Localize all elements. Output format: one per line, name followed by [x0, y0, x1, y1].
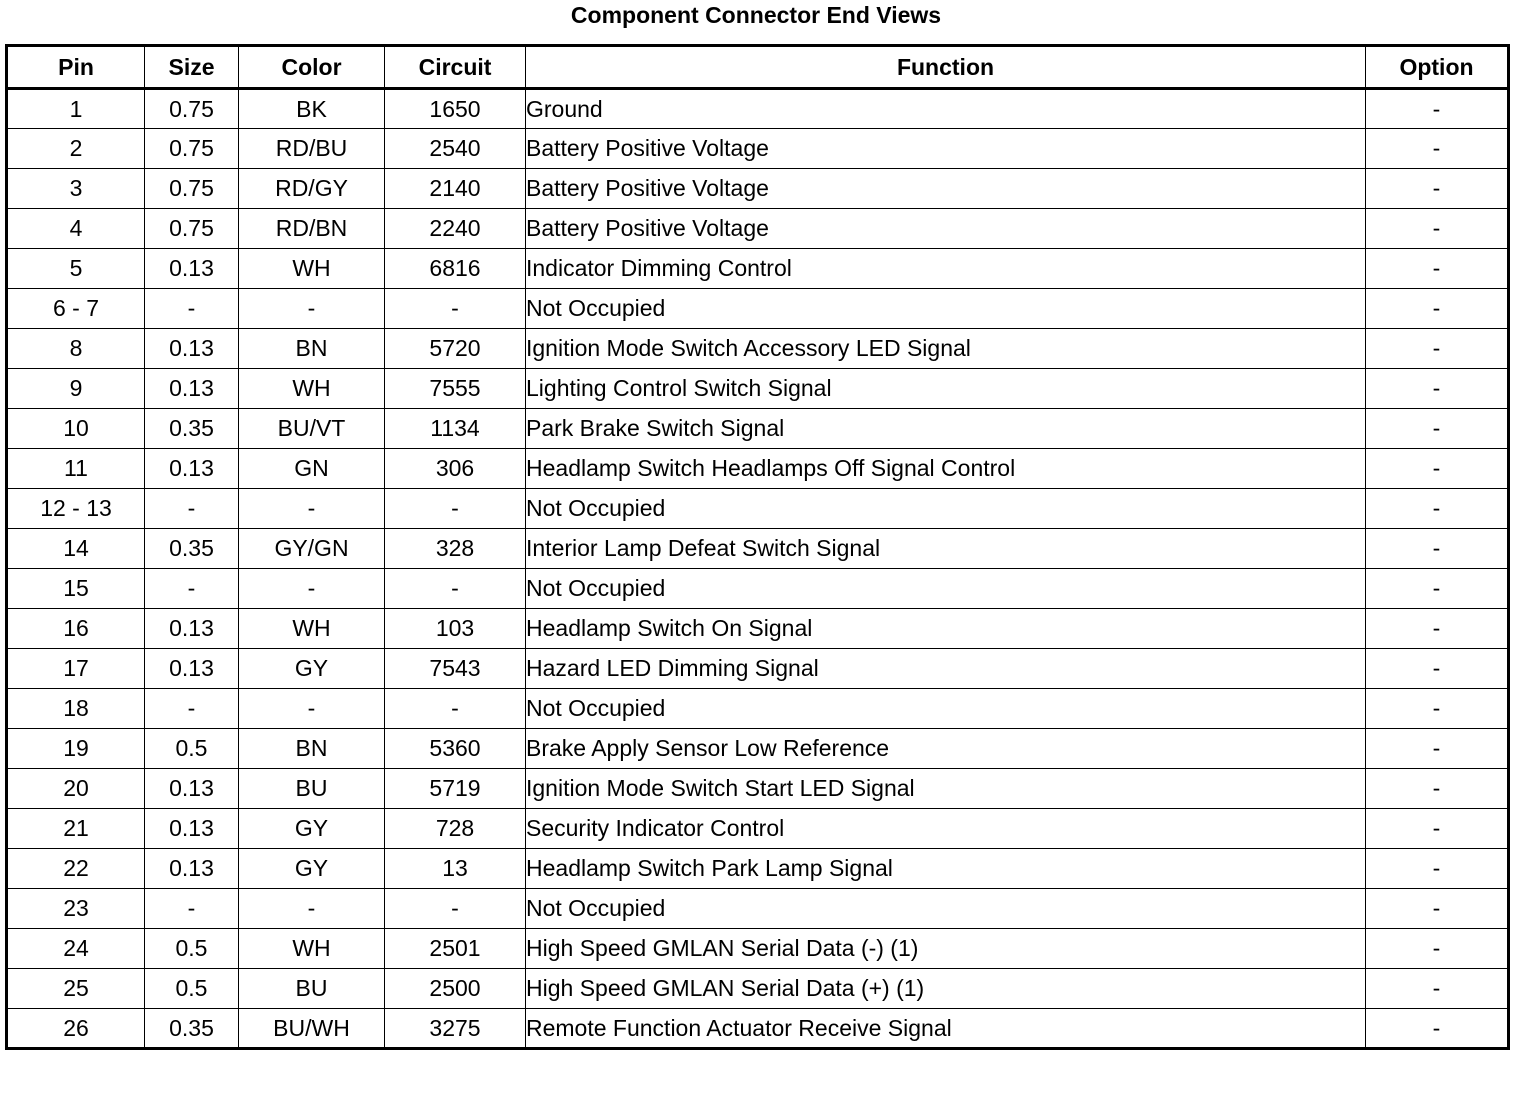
table-header-row — [7, 46, 1509, 89]
cell-function: Ground — [526, 89, 1366, 129]
cell-circuit: 2501 — [385, 929, 526, 969]
cell-size: 0.13 — [145, 849, 239, 889]
cell-color: GY — [239, 649, 385, 689]
cell-color: WH — [239, 369, 385, 409]
table-row — [7, 769, 1509, 809]
cell-size: 0.13 — [145, 329, 239, 369]
header-size: Size — [145, 46, 239, 89]
table-row — [7, 649, 1509, 689]
cell-pin: 16 — [7, 609, 145, 649]
cell-option: - — [1366, 809, 1509, 849]
cell-function: Park Brake Switch Signal — [526, 409, 1366, 449]
cell-color: RD/BU — [239, 129, 385, 169]
cell-circuit: 13 — [385, 849, 526, 889]
table-row — [7, 609, 1509, 649]
cell-option: - — [1366, 609, 1509, 649]
cell-color: - — [239, 489, 385, 529]
cell-circuit: 2240 — [385, 209, 526, 249]
cell-color: GY — [239, 809, 385, 849]
cell-circuit: 5720 — [385, 329, 526, 369]
cell-circuit: 7543 — [385, 649, 526, 689]
cell-color: GY/GN — [239, 529, 385, 569]
cell-color: BN — [239, 729, 385, 769]
table-row — [7, 849, 1509, 889]
cell-color: BN — [239, 329, 385, 369]
cell-color: BK — [239, 89, 385, 129]
cell-circuit: - — [385, 289, 526, 329]
cell-option: - — [1366, 849, 1509, 889]
cell-pin: 24 — [7, 929, 145, 969]
cell-color: BU/VT — [239, 409, 385, 449]
cell-option: - — [1366, 129, 1509, 169]
cell-color: RD/BN — [239, 209, 385, 249]
cell-pin: 15 — [7, 569, 145, 609]
cell-size: 0.13 — [145, 249, 239, 289]
cell-option: - — [1366, 409, 1509, 449]
cell-option: - — [1366, 649, 1509, 689]
cell-circuit: 328 — [385, 529, 526, 569]
cell-pin: 14 — [7, 529, 145, 569]
cell-function: Battery Positive Voltage — [526, 129, 1366, 169]
cell-size: 0.13 — [145, 449, 239, 489]
header-option: Option — [1366, 46, 1509, 89]
table-row — [7, 209, 1509, 249]
cell-color: - — [239, 689, 385, 729]
cell-option: - — [1366, 449, 1509, 489]
cell-color: WH — [239, 929, 385, 969]
cell-color: - — [239, 289, 385, 329]
table-row — [7, 89, 1509, 129]
cell-option: - — [1366, 529, 1509, 569]
cell-option: - — [1366, 249, 1509, 289]
table-row — [7, 529, 1509, 569]
cell-size: 0.75 — [145, 169, 239, 209]
cell-size: - — [145, 569, 239, 609]
cell-pin: 1 — [7, 89, 145, 129]
cell-option: - — [1366, 329, 1509, 369]
cell-option: - — [1366, 1009, 1509, 1049]
cell-circuit: 306 — [385, 449, 526, 489]
table-row — [7, 569, 1509, 609]
cell-option: - — [1366, 689, 1509, 729]
cell-pin: 5 — [7, 249, 145, 289]
table-row — [7, 329, 1509, 369]
cell-option: - — [1366, 89, 1509, 129]
cell-pin: 18 — [7, 689, 145, 729]
table-body — [7, 89, 1509, 1049]
cell-circuit: 728 — [385, 809, 526, 849]
table-row — [7, 129, 1509, 169]
cell-pin: 10 — [7, 409, 145, 449]
cell-option: - — [1366, 569, 1509, 609]
cell-pin: 17 — [7, 649, 145, 689]
cell-size: 0.35 — [145, 1009, 239, 1049]
cell-function: Not Occupied — [526, 689, 1366, 729]
cell-pin: 23 — [7, 889, 145, 929]
cell-circuit: - — [385, 489, 526, 529]
cell-size: - — [145, 689, 239, 729]
cell-circuit: 7555 — [385, 369, 526, 409]
cell-circuit: 2140 — [385, 169, 526, 209]
cell-pin: 25 — [7, 969, 145, 1009]
table-row — [7, 489, 1509, 529]
cell-option: - — [1366, 489, 1509, 529]
cell-color: BU — [239, 769, 385, 809]
table-row — [7, 809, 1509, 849]
cell-size: 0.13 — [145, 769, 239, 809]
cell-size: 0.13 — [145, 609, 239, 649]
cell-color: GY — [239, 849, 385, 889]
cell-pin: 11 — [7, 449, 145, 489]
cell-pin: 6 - 7 — [7, 289, 145, 329]
cell-function: Headlamp Switch Headlamps Off Signal Control — [526, 449, 1366, 489]
cell-pin: 9 — [7, 369, 145, 409]
cell-circuit: 3275 — [385, 1009, 526, 1049]
table-row — [7, 449, 1509, 489]
cell-pin: 22 — [7, 849, 145, 889]
cell-color: - — [239, 889, 385, 929]
cell-option: - — [1366, 929, 1509, 969]
cell-pin: 26 — [7, 1009, 145, 1049]
cell-function: Not Occupied — [526, 889, 1366, 929]
cell-function: Lighting Control Switch Signal — [526, 369, 1366, 409]
cell-pin: 20 — [7, 769, 145, 809]
cell-function: Ignition Mode Switch Start LED Signal — [526, 769, 1366, 809]
cell-size: 0.5 — [145, 929, 239, 969]
table-row — [7, 289, 1509, 329]
cell-color: - — [239, 569, 385, 609]
cell-pin: 8 — [7, 329, 145, 369]
cell-pin: 21 — [7, 809, 145, 849]
cell-option: - — [1366, 969, 1509, 1009]
cell-option: - — [1366, 769, 1509, 809]
cell-function: Security Indicator Control — [526, 809, 1366, 849]
cell-function: Not Occupied — [526, 289, 1366, 329]
cell-size: 0.13 — [145, 649, 239, 689]
cell-pin: 4 — [7, 209, 145, 249]
cell-option: - — [1366, 889, 1509, 929]
table-row — [7, 169, 1509, 209]
connector-pinout-table — [5, 44, 1510, 1050]
header-circuit: Circuit — [385, 46, 526, 89]
header-color: Color — [239, 46, 385, 89]
cell-circuit: - — [385, 689, 526, 729]
cell-size: 0.75 — [145, 89, 239, 129]
cell-size: 0.13 — [145, 809, 239, 849]
cell-function: Headlamp Switch Park Lamp Signal — [526, 849, 1366, 889]
cell-function: Ignition Mode Switch Accessory LED Signal — [526, 329, 1366, 369]
cell-option: - — [1366, 729, 1509, 769]
cell-circuit: - — [385, 889, 526, 929]
table-row — [7, 889, 1509, 929]
page-title: Component Connector End Views — [570, 2, 942, 28]
cell-size: 0.5 — [145, 729, 239, 769]
cell-function: Interior Lamp Defeat Switch Signal — [526, 529, 1366, 569]
cell-function: Brake Apply Sensor Low Reference — [526, 729, 1366, 769]
cell-color: WH — [239, 609, 385, 649]
cell-circuit: 103 — [385, 609, 526, 649]
cell-function: Remote Function Actuator Receive Signal — [526, 1009, 1366, 1049]
cell-function: Hazard LED Dimming Signal — [526, 649, 1366, 689]
table-row — [7, 1009, 1509, 1049]
cell-function: High Speed GMLAN Serial Data (+) (1) — [526, 969, 1366, 1009]
cell-pin: 3 — [7, 169, 145, 209]
header-pin: Pin — [7, 46, 145, 89]
cell-size: - — [145, 889, 239, 929]
cell-option: - — [1366, 369, 1509, 409]
cell-pin: 19 — [7, 729, 145, 769]
cell-size: 0.35 — [145, 409, 239, 449]
cell-color: BU/WH — [239, 1009, 385, 1049]
cell-color: BU — [239, 969, 385, 1009]
cell-option: - — [1366, 289, 1509, 329]
cell-pin: 2 — [7, 129, 145, 169]
cell-color: RD/GY — [239, 169, 385, 209]
cell-function: Headlamp Switch On Signal — [526, 609, 1366, 649]
cell-circuit: 2500 — [385, 969, 526, 1009]
cell-circuit: 5360 — [385, 729, 526, 769]
cell-function: High Speed GMLAN Serial Data (-) (1) — [526, 929, 1366, 969]
cell-size: 0.75 — [145, 209, 239, 249]
table-row — [7, 249, 1509, 289]
cell-color: GN — [239, 449, 385, 489]
table-row — [7, 409, 1509, 449]
cell-color: WH — [239, 249, 385, 289]
cell-circuit: - — [385, 569, 526, 609]
cell-size: 0.13 — [145, 369, 239, 409]
cell-function: Battery Positive Voltage — [526, 169, 1366, 209]
table-row — [7, 689, 1509, 729]
cell-size: 0.75 — [145, 129, 239, 169]
cell-size: - — [145, 289, 239, 329]
cell-size: 0.35 — [145, 529, 239, 569]
cell-size: 0.5 — [145, 969, 239, 1009]
table-row — [7, 369, 1509, 409]
cell-option: - — [1366, 209, 1509, 249]
cell-pin: 12 - 13 — [7, 489, 145, 529]
cell-function: Not Occupied — [526, 569, 1366, 609]
cell-size: - — [145, 489, 239, 529]
cell-circuit: 6816 — [385, 249, 526, 289]
cell-circuit: 1134 — [385, 409, 526, 449]
table-row — [7, 969, 1509, 1009]
table-row — [7, 729, 1509, 769]
header-function: Function — [526, 46, 1366, 89]
table-row — [7, 929, 1509, 969]
cell-option: - — [1366, 169, 1509, 209]
cell-circuit: 5719 — [385, 769, 526, 809]
cell-function: Indicator Dimming Control — [526, 249, 1366, 289]
cell-function: Battery Positive Voltage — [526, 209, 1366, 249]
cell-circuit: 2540 — [385, 129, 526, 169]
cell-circuit: 1650 — [385, 89, 526, 129]
cell-function: Not Occupied — [526, 489, 1366, 529]
